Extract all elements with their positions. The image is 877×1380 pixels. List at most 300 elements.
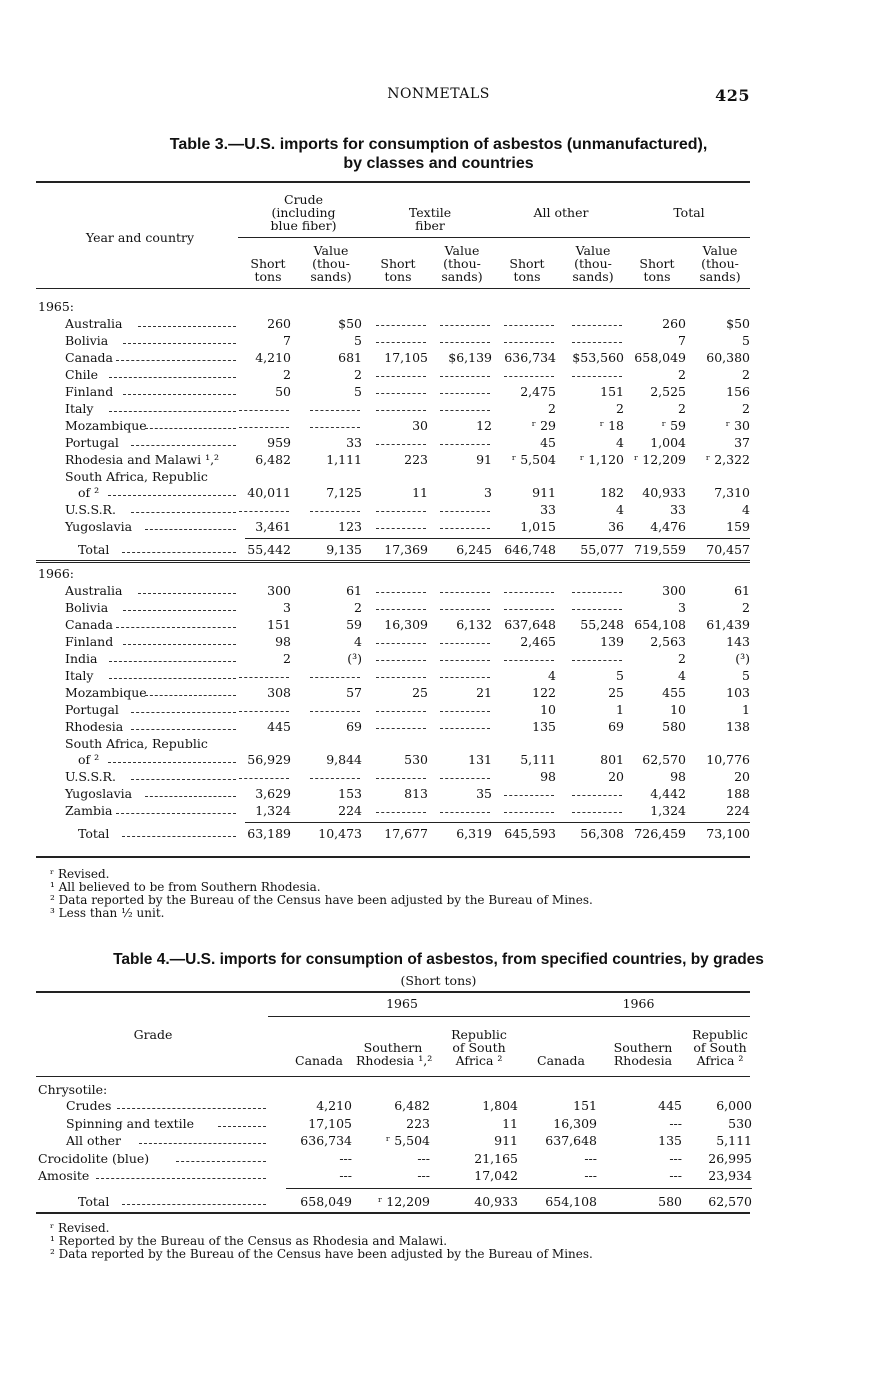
data-cell-dash xyxy=(376,376,426,377)
country-label: India xyxy=(65,651,98,666)
group-header: All other xyxy=(533,205,589,220)
data-cell-dash xyxy=(440,444,490,445)
country-label: South Africa, Republic xyxy=(65,469,208,484)
data-cell: 151 xyxy=(267,617,291,632)
column-header: Africa ² xyxy=(455,1053,503,1068)
data-cell: 2 xyxy=(742,401,750,416)
value-header: Value xyxy=(702,243,738,258)
value-header: (thou- xyxy=(312,256,350,271)
table3-title-line1: Table 3.—U.S. imports for consumption of asbestos (unmanufactured), xyxy=(169,136,708,153)
data-cell: 103 xyxy=(726,685,750,700)
table3-bottom-rule xyxy=(36,856,750,858)
data-cell-dash xyxy=(440,393,490,394)
data-cell: 6,482 xyxy=(394,1098,430,1113)
data-cell: 455 xyxy=(662,685,686,700)
data-cell: 16,309 xyxy=(384,617,428,632)
data-cell: 5,111 xyxy=(520,752,556,767)
data-cell: 260 xyxy=(267,316,291,331)
data-cell: 20 xyxy=(608,769,624,784)
total-cell: 6,319 xyxy=(456,826,492,841)
section-rule xyxy=(36,560,750,563)
data-cell: 9,844 xyxy=(326,752,362,767)
leader-dots xyxy=(96,1178,266,1179)
data-cell-dash xyxy=(239,711,289,712)
data-cell: 636,734 xyxy=(300,1133,352,1148)
data-cell: 59 xyxy=(346,617,362,632)
value-header: (thou- xyxy=(443,256,481,271)
data-cell: 188 xyxy=(726,786,750,801)
group-header: fiber xyxy=(415,218,445,233)
data-cell: 1,324 xyxy=(255,803,291,818)
data-cell-dash xyxy=(310,427,360,428)
data-cell: 10,776 xyxy=(706,752,750,767)
country-label: Finland xyxy=(65,634,114,649)
data-cell: 10 xyxy=(670,702,686,717)
total-cell: 55,442 xyxy=(247,542,291,557)
data-cell: ʳ 59 xyxy=(661,418,686,433)
footnote: ³ Less than ½ unit. xyxy=(50,906,165,920)
data-cell: 69 xyxy=(608,719,624,734)
data-cell-dash xyxy=(239,427,289,428)
data-cell: 5 xyxy=(354,384,362,399)
total-cell: 654,108 xyxy=(545,1193,597,1209)
data-cell: 4 xyxy=(616,435,624,450)
data-cell: 55,248 xyxy=(580,617,624,632)
value-header: Value xyxy=(444,243,480,258)
data-cell: 56,929 xyxy=(247,752,291,767)
data-cell: 159 xyxy=(726,519,750,534)
leader-dots xyxy=(123,394,236,395)
data-cell: 143 xyxy=(726,634,750,649)
data-cell: 308 xyxy=(267,685,291,700)
data-cell: 2 xyxy=(678,651,686,666)
total-label: Total xyxy=(78,542,110,557)
data-cell: 580 xyxy=(662,719,686,734)
data-cell: ʳ 5,504 xyxy=(511,452,556,467)
data-cell: 2 xyxy=(354,600,362,615)
total-cell: 73,100 xyxy=(706,826,750,841)
data-cell-dash xyxy=(239,778,289,779)
data-cell: 4 xyxy=(616,502,624,517)
data-cell: 2,525 xyxy=(650,384,686,399)
data-cell: 153 xyxy=(338,786,362,801)
data-cell: 959 xyxy=(267,435,291,450)
total-label: Total xyxy=(78,1193,110,1209)
data-cell: 445 xyxy=(658,1098,682,1113)
data-cell-dash xyxy=(376,592,426,593)
total-rule xyxy=(245,538,750,539)
column-header: Africa ² xyxy=(696,1053,744,1068)
country-label: South Africa, Republic xyxy=(65,736,208,751)
data-cell: 122 xyxy=(532,685,556,700)
leader-dots xyxy=(131,712,236,713)
data-cell: 2 xyxy=(742,367,750,382)
leader-dots xyxy=(122,836,236,837)
leader-dots xyxy=(123,644,236,645)
data-cell: 5 xyxy=(354,333,362,348)
data-cell-dash xyxy=(310,677,360,678)
data-cell-dash xyxy=(376,609,426,610)
data-cell-dash xyxy=(504,592,554,593)
footnote: ² Data reported by the Bureau of the Census have been adjusted by the Bureau of Mines. xyxy=(50,893,593,907)
data-cell-dash xyxy=(440,728,490,729)
data-cell: 260 xyxy=(662,316,686,331)
total-cell: 55,077 xyxy=(580,542,624,557)
data-cell-dash xyxy=(572,812,622,813)
data-cell-dash xyxy=(440,325,490,326)
total-cell: 645,593 xyxy=(504,826,556,841)
grade-label: Spinning and textile xyxy=(66,1115,195,1131)
table3-top-rule xyxy=(36,181,750,183)
data-cell: 16,309 xyxy=(553,1115,597,1131)
data-cell-dash xyxy=(376,342,426,343)
data-cell: 658,049 xyxy=(634,350,686,365)
data-cell: 5 xyxy=(742,333,750,348)
country-label: Yugoslavia xyxy=(65,519,133,534)
group-header: (including xyxy=(271,205,336,220)
country-label: Australia xyxy=(65,316,123,331)
data-cell: 2,465 xyxy=(520,634,556,649)
column-header: of South xyxy=(693,1040,747,1055)
year-rule xyxy=(268,1016,750,1017)
total-cell: 726,459 xyxy=(634,826,686,841)
data-cell: ʳ 29 xyxy=(531,418,556,433)
data-cell: 1 xyxy=(616,702,624,717)
grade-label: Crudes xyxy=(66,1098,112,1113)
data-cell-dash xyxy=(310,711,360,712)
year-header: 1966 xyxy=(622,996,655,1011)
data-cell: 1,015 xyxy=(520,519,556,534)
total-cell: 646,748 xyxy=(504,542,556,557)
data-cell-dash xyxy=(440,376,490,377)
data-cell: 33 xyxy=(346,435,362,450)
data-cell: 4,442 xyxy=(650,786,686,801)
table4-bottom-rule xyxy=(36,1212,750,1214)
country-label: Italy xyxy=(65,668,94,683)
data-cell: 98 xyxy=(540,769,556,784)
country-label: Canada xyxy=(65,617,113,632)
data-cell: 25 xyxy=(412,685,428,700)
data-cell: 21 xyxy=(476,685,492,700)
total-cell: 6,245 xyxy=(456,542,492,557)
data-cell: --- xyxy=(417,1150,430,1166)
data-cell: 5 xyxy=(616,668,624,683)
page-number: 425 xyxy=(715,86,750,105)
data-cell: 7 xyxy=(678,333,686,348)
data-cell: 2 xyxy=(283,367,291,382)
data-cell: 35 xyxy=(476,786,492,801)
leader-dots xyxy=(123,343,236,344)
data-cell-dash xyxy=(504,609,554,610)
data-cell: 151 xyxy=(573,1098,597,1113)
data-cell: 131 xyxy=(468,752,492,767)
value-header: Value xyxy=(313,243,349,258)
leader-dots xyxy=(116,360,236,361)
data-cell-dash xyxy=(440,342,490,343)
data-cell: 98 xyxy=(670,769,686,784)
grade-header: Grade xyxy=(133,1027,173,1042)
leader-dots xyxy=(145,529,236,530)
data-cell: 1,004 xyxy=(650,435,686,450)
data-cell: 17,105 xyxy=(384,350,428,365)
data-cell: $50 xyxy=(726,316,750,331)
table3-title-line2: by classes and countries xyxy=(343,155,534,172)
leader-dots xyxy=(108,762,236,763)
footnote: ¹ Reported by the Bureau of the Census as Rhodesia and Malawi. xyxy=(50,1234,448,1248)
data-cell-dash xyxy=(440,609,490,610)
data-cell-dash xyxy=(504,812,554,813)
data-cell-dash xyxy=(572,342,622,343)
data-cell: 530 xyxy=(728,1115,752,1131)
value-header: sands) xyxy=(572,269,614,284)
country-label: U.S.S.R. xyxy=(65,769,116,784)
data-cell-dash xyxy=(572,325,622,326)
leader-dots xyxy=(108,495,236,496)
data-cell: 11 xyxy=(412,485,428,500)
data-cell: 45 xyxy=(540,435,556,450)
data-cell: $50 xyxy=(338,316,362,331)
footnote: ʳ Revised. xyxy=(50,867,110,881)
short-tons-header: Short xyxy=(639,256,675,271)
country-label: U.S.S.R. xyxy=(65,502,116,517)
data-cell: 17,105 xyxy=(308,1115,352,1131)
leader-dots xyxy=(116,627,236,628)
total-cell: 70,457 xyxy=(706,542,750,557)
leader-dots xyxy=(109,411,236,412)
data-cell: 135 xyxy=(532,719,556,734)
country-label: Finland xyxy=(65,384,114,399)
data-cell: 2 xyxy=(678,401,686,416)
leader-dots xyxy=(138,593,236,594)
short-tons-header: tons xyxy=(384,269,412,284)
data-cell: 4 xyxy=(678,668,686,683)
data-cell: 61,439 xyxy=(706,617,750,632)
data-cell: 654,108 xyxy=(634,617,686,632)
total-label: Total xyxy=(78,826,110,841)
data-cell-dash xyxy=(239,677,289,678)
value-header: sands) xyxy=(699,269,741,284)
data-cell-dash xyxy=(310,778,360,779)
data-cell: --- xyxy=(339,1168,352,1183)
data-cell-dash xyxy=(440,592,490,593)
leader-dots xyxy=(109,678,236,679)
data-cell: 3 xyxy=(484,485,492,500)
total-rule xyxy=(245,822,750,823)
data-cell: 7 xyxy=(283,333,291,348)
country-label: Bolivia xyxy=(65,333,109,348)
data-cell: 2,563 xyxy=(650,634,686,649)
data-cell-dash xyxy=(572,795,622,796)
group-header: Total xyxy=(673,205,705,220)
data-cell: 813 xyxy=(404,786,428,801)
column-header: Southern xyxy=(363,1040,423,1055)
country-label: Italy xyxy=(65,401,94,416)
data-cell-dash xyxy=(376,511,426,512)
data-cell: 2 xyxy=(742,600,750,615)
footnote: ² Data reported by the Bureau of the Census have been adjusted by the Bureau of Mines. xyxy=(50,1247,593,1261)
leader-dots xyxy=(145,695,236,696)
stub-header: Year and country xyxy=(85,230,195,245)
total-cell: 63,189 xyxy=(247,826,291,841)
data-cell: 12 xyxy=(476,418,492,433)
data-cell: 61 xyxy=(734,583,750,598)
data-cell-dash xyxy=(376,444,426,445)
data-cell: $6,139 xyxy=(448,350,492,365)
data-cell: 25 xyxy=(608,685,624,700)
data-cell: 300 xyxy=(267,583,291,598)
data-cell: 1,804 xyxy=(482,1098,518,1113)
data-cell: 33 xyxy=(540,502,556,517)
leader-dots xyxy=(218,1126,266,1127)
data-cell: ʳ 1,120 xyxy=(579,452,624,467)
column-header: Rhodesia ¹,² xyxy=(356,1053,433,1068)
value-header: sands) xyxy=(310,269,352,284)
leader-dots xyxy=(131,729,236,730)
leader-dots xyxy=(131,512,236,513)
table4-subtitle: (Short tons) xyxy=(400,973,477,988)
data-cell: 2 xyxy=(616,401,624,416)
data-cell: 21,165 xyxy=(474,1150,518,1166)
country-label: Australia xyxy=(65,583,123,598)
year-label: 1965: xyxy=(38,299,75,314)
data-cell: 2 xyxy=(548,401,556,416)
data-cell: 57 xyxy=(346,685,362,700)
value-header: (thou- xyxy=(701,256,739,271)
leader-dots xyxy=(131,445,236,446)
data-cell: 98 xyxy=(275,634,291,649)
data-cell: 23,934 xyxy=(708,1168,752,1183)
data-cell: 4,476 xyxy=(650,519,686,534)
data-cell-dash xyxy=(572,376,622,377)
data-cell: 4,210 xyxy=(316,1098,352,1113)
grade-label: Crocidolite (blue) xyxy=(38,1150,150,1166)
data-cell: (³) xyxy=(735,651,750,666)
data-cell-dash xyxy=(572,609,622,610)
data-cell: 3 xyxy=(283,600,291,615)
data-cell: 4 xyxy=(742,502,750,517)
data-cell: 123 xyxy=(338,519,362,534)
data-cell: --- xyxy=(584,1168,597,1183)
data-cell: ʳ 12,209 xyxy=(633,452,686,467)
table4-header-rule xyxy=(36,1076,750,1077)
data-cell: 445 xyxy=(267,719,291,734)
total-cell: 9,135 xyxy=(326,542,362,557)
short-tons-header: Short xyxy=(380,256,416,271)
data-cell: --- xyxy=(669,1115,682,1131)
data-cell: 61 xyxy=(346,583,362,598)
data-cell-dash xyxy=(310,410,360,411)
data-cell-dash xyxy=(504,795,554,796)
data-cell-dash xyxy=(504,660,554,661)
data-cell: 11 xyxy=(502,1115,518,1131)
data-cell: 801 xyxy=(600,752,624,767)
data-cell: 2 xyxy=(678,367,686,382)
country-label: Bolivia xyxy=(65,600,109,615)
short-tons-header: tons xyxy=(643,269,671,284)
leader-dots xyxy=(139,1143,266,1144)
data-cell: 69 xyxy=(346,719,362,734)
data-cell-dash xyxy=(440,778,490,779)
data-cell: 636,734 xyxy=(504,350,556,365)
data-cell: 5 xyxy=(742,668,750,683)
data-cell-dash xyxy=(376,778,426,779)
data-cell: 911 xyxy=(532,485,556,500)
country-label-cont: of ² xyxy=(78,485,100,500)
data-cell: 530 xyxy=(404,752,428,767)
total-rule xyxy=(286,1188,752,1189)
country-label: Canada xyxy=(65,350,113,365)
data-cell: 300 xyxy=(662,583,686,598)
data-cell-dash xyxy=(376,528,426,529)
data-cell: --- xyxy=(339,1150,352,1166)
grade-label: Amosite xyxy=(38,1168,90,1183)
column-header: Republic xyxy=(692,1027,748,1042)
value-header: Value xyxy=(575,243,611,258)
data-cell: 10 xyxy=(540,702,556,717)
data-cell: 637,648 xyxy=(504,617,556,632)
data-cell: 4 xyxy=(548,668,556,683)
data-cell: 2 xyxy=(354,367,362,382)
data-cell-dash xyxy=(572,660,622,661)
table4-title: Table 4.—U.S. imports for consumption of asbestos, from specified countries, by grades xyxy=(113,951,764,968)
data-cell-dash xyxy=(440,410,490,411)
short-tons-header: tons xyxy=(513,269,541,284)
data-cell: 138 xyxy=(726,719,750,734)
value-header: sands) xyxy=(441,269,483,284)
data-cell: 223 xyxy=(406,1115,430,1131)
group-header: blue fiber) xyxy=(270,218,337,233)
data-cell: 91 xyxy=(476,452,492,467)
short-tons-header: Short xyxy=(509,256,545,271)
data-cell: 33 xyxy=(670,502,686,517)
leader-dots xyxy=(117,1108,266,1109)
data-cell-dash xyxy=(440,511,490,512)
data-cell: 681 xyxy=(338,350,362,365)
data-cell: 6,132 xyxy=(456,617,492,632)
total-cell: 580 xyxy=(658,1193,682,1209)
data-cell: 40,933 xyxy=(642,485,686,500)
data-cell: 151 xyxy=(600,384,624,399)
data-cell-dash xyxy=(376,728,426,729)
data-cell: 3,629 xyxy=(255,786,291,801)
total-cell: 17,369 xyxy=(384,542,428,557)
leader-dots xyxy=(116,813,236,814)
footnote: ¹ All believed to be from Southern Rhodesia. xyxy=(50,880,321,894)
data-cell-dash xyxy=(440,528,490,529)
data-cell-dash xyxy=(376,711,426,712)
leader-dots xyxy=(109,661,236,662)
country-label: Chile xyxy=(65,367,99,382)
leader-dots xyxy=(123,610,236,611)
data-cell-dash xyxy=(440,677,490,678)
group-label: Chrysotile: xyxy=(38,1082,108,1097)
leader-dots xyxy=(122,1204,266,1205)
data-cell: 2,475 xyxy=(520,384,556,399)
data-cell: 2 xyxy=(283,651,291,666)
data-cell: 223 xyxy=(404,452,428,467)
table3-group-rule xyxy=(238,237,750,238)
data-cell: 7,125 xyxy=(326,485,362,500)
running-header xyxy=(0,86,877,106)
table4-top-rule xyxy=(36,991,750,993)
total-cell: 40,933 xyxy=(474,1193,518,1209)
data-cell: 7,310 xyxy=(714,485,750,500)
column-header: Southern xyxy=(613,1040,673,1055)
data-cell: 6,482 xyxy=(255,452,291,467)
data-cell: --- xyxy=(584,1150,597,1166)
column-header: Canada xyxy=(295,1053,343,1068)
data-cell: ʳ 5,504 xyxy=(385,1133,430,1148)
